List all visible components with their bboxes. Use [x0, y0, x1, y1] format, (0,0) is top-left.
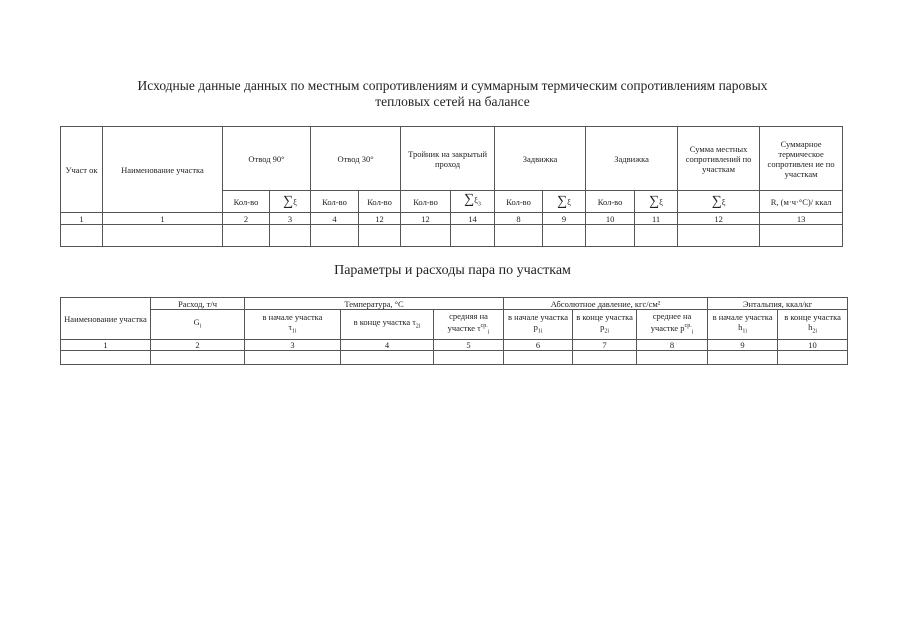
header-flow: Расход, т/ч: [151, 298, 245, 310]
h-start: [708, 310, 778, 340]
header-valve-2: Задвижка: [586, 127, 678, 191]
p-symbol: p: [600, 322, 605, 333]
col-number: 11: [635, 213, 678, 225]
sigma-symbol: ∑: [464, 192, 475, 208]
sigma-symbol: ∑: [283, 193, 294, 209]
col-number: 1: [61, 340, 151, 351]
sigma-symbol: ∑: [557, 193, 568, 209]
p-start: [504, 310, 573, 340]
table1-title-line2: тепловых сетей на балансе: [375, 94, 530, 109]
col-number: 3: [270, 213, 311, 225]
flow-symbol: [151, 310, 245, 340]
temp-end-label: в конце участка: [353, 317, 411, 328]
col-number: 5: [434, 340, 504, 351]
h-sub: 2i: [812, 328, 817, 335]
p-start-label: в начале участка: [508, 312, 568, 323]
col-number: 1: [61, 213, 103, 225]
tee-qty: Кол-во: [401, 191, 451, 213]
steam-parameters-table: [60, 297, 848, 365]
bend90-sum-xi: [270, 191, 311, 213]
p-avg: [637, 310, 708, 340]
xi-symbol: ξ: [474, 195, 478, 206]
header-pressure: Абсолютное давление, кгс/см²: [504, 298, 708, 310]
valve1-sum-xi: [543, 191, 586, 213]
h-end-label: в конце участка: [784, 312, 841, 323]
p-sub: 2i: [604, 328, 609, 335]
p-symbol: p: [680, 323, 685, 334]
col-number: 13: [760, 213, 843, 225]
table1-title-line1: Исходные данные данных по местным сопротивлениям и суммарным термическим сопротивлениям паровых: [137, 78, 768, 93]
flow-sub: i: [199, 323, 202, 330]
tee-sum-xi: [451, 191, 495, 213]
col-number: 1: [103, 213, 223, 225]
col-number: 4: [311, 213, 359, 225]
p-sup: ср.: [684, 323, 692, 330]
tau-symbol: τ: [412, 317, 416, 328]
bend30-qty-2: Кол-во: [359, 191, 401, 213]
xi-subscript: 3: [477, 201, 481, 208]
bend90-qty: Кол-во: [223, 191, 270, 213]
temp-start: [245, 310, 341, 340]
col-number: 10: [586, 213, 635, 225]
col-number: 14: [451, 213, 495, 225]
xi-symbol: ξ: [721, 196, 726, 207]
bend30-qty: Кол-во: [311, 191, 359, 213]
header-section-name: Наименование участка: [61, 298, 151, 340]
header-local-sum: Сумма местных сопротивлений по участкам: [678, 127, 760, 191]
header-valve-1: Задвижка: [495, 127, 586, 191]
tau-symbol: τ: [477, 323, 481, 334]
header-tee: Тройник на закрытый проход: [401, 127, 495, 191]
table-row: [61, 225, 843, 247]
col-number: 9: [708, 340, 778, 351]
header-temperature: Температура, °С: [245, 298, 504, 310]
h-symbol: h: [808, 322, 813, 333]
local-resistance-table: [60, 126, 843, 247]
sigma-symbol: ∑: [649, 193, 660, 209]
p-end: [573, 310, 637, 340]
sigma-symbol: ∑: [711, 193, 722, 209]
header-enthalpy: Энтальпия, ккал/кг: [708, 298, 848, 310]
col-number: 8: [637, 340, 708, 351]
tau-symbol: τ: [288, 322, 292, 333]
valve2-sum-xi: [635, 191, 678, 213]
h-start-label: в начале участка: [712, 312, 773, 323]
xi-symbol: ξ: [659, 196, 663, 207]
temp-start-label: в начале участка: [262, 312, 323, 323]
h-end: [778, 310, 848, 340]
p-end-label: в конце участка: [576, 312, 633, 323]
col-number: 12: [678, 213, 760, 225]
valve1-qty: Кол-во: [495, 191, 543, 213]
col-number: 12: [401, 213, 451, 225]
tau-sub: i: [487, 329, 490, 336]
h-symbol: h: [738, 322, 743, 333]
temp-avg: [434, 310, 504, 340]
table-row: [61, 351, 848, 365]
tau-sub: 1i: [291, 328, 297, 335]
header-bend-90: Отвод 90°: [223, 127, 311, 191]
header-thermal-sum: Суммарное термическое сопротивлен ие по участкам: [760, 127, 843, 191]
col-number: 8: [495, 213, 543, 225]
p-sub: 1i: [537, 328, 543, 335]
header-bend-30: Отвод 30°: [311, 127, 401, 191]
tau-sub: 2i: [415, 323, 421, 330]
temp-end: [341, 310, 434, 340]
p-avg-label: среднее на участке: [650, 311, 692, 334]
col-number: 10: [778, 340, 848, 351]
col-number: 4: [341, 340, 434, 351]
header-section-name: Наименование участка: [103, 127, 223, 213]
p-sub: i: [691, 329, 694, 336]
header-section: Участ ок: [61, 127, 103, 213]
col-number: 3: [245, 340, 341, 351]
temp-avg-label: средняя на участке: [447, 311, 488, 334]
col-number: 6: [504, 340, 573, 351]
valve2-qty: Кол-во: [586, 191, 635, 213]
table1-title: [60, 78, 845, 110]
col-number: 2: [223, 213, 270, 225]
xi-symbol: ξ: [293, 196, 297, 207]
col-number: 9: [543, 213, 586, 225]
thermal-r-label: R, (м·ч·°С)/ ккал: [760, 191, 843, 213]
local-sum-xi: [678, 191, 760, 213]
h-sub: 1i: [742, 328, 747, 335]
tau-sup: ср.: [480, 323, 488, 330]
col-number: 2: [151, 340, 245, 351]
col-number: 12: [359, 213, 401, 225]
xi-symbol: ξ: [567, 196, 571, 207]
col-number: 7: [573, 340, 637, 351]
table2-title: Параметры и расходы пара по участкам: [334, 263, 571, 278]
p-symbol: p: [533, 322, 538, 333]
flow-g: G: [193, 317, 200, 328]
